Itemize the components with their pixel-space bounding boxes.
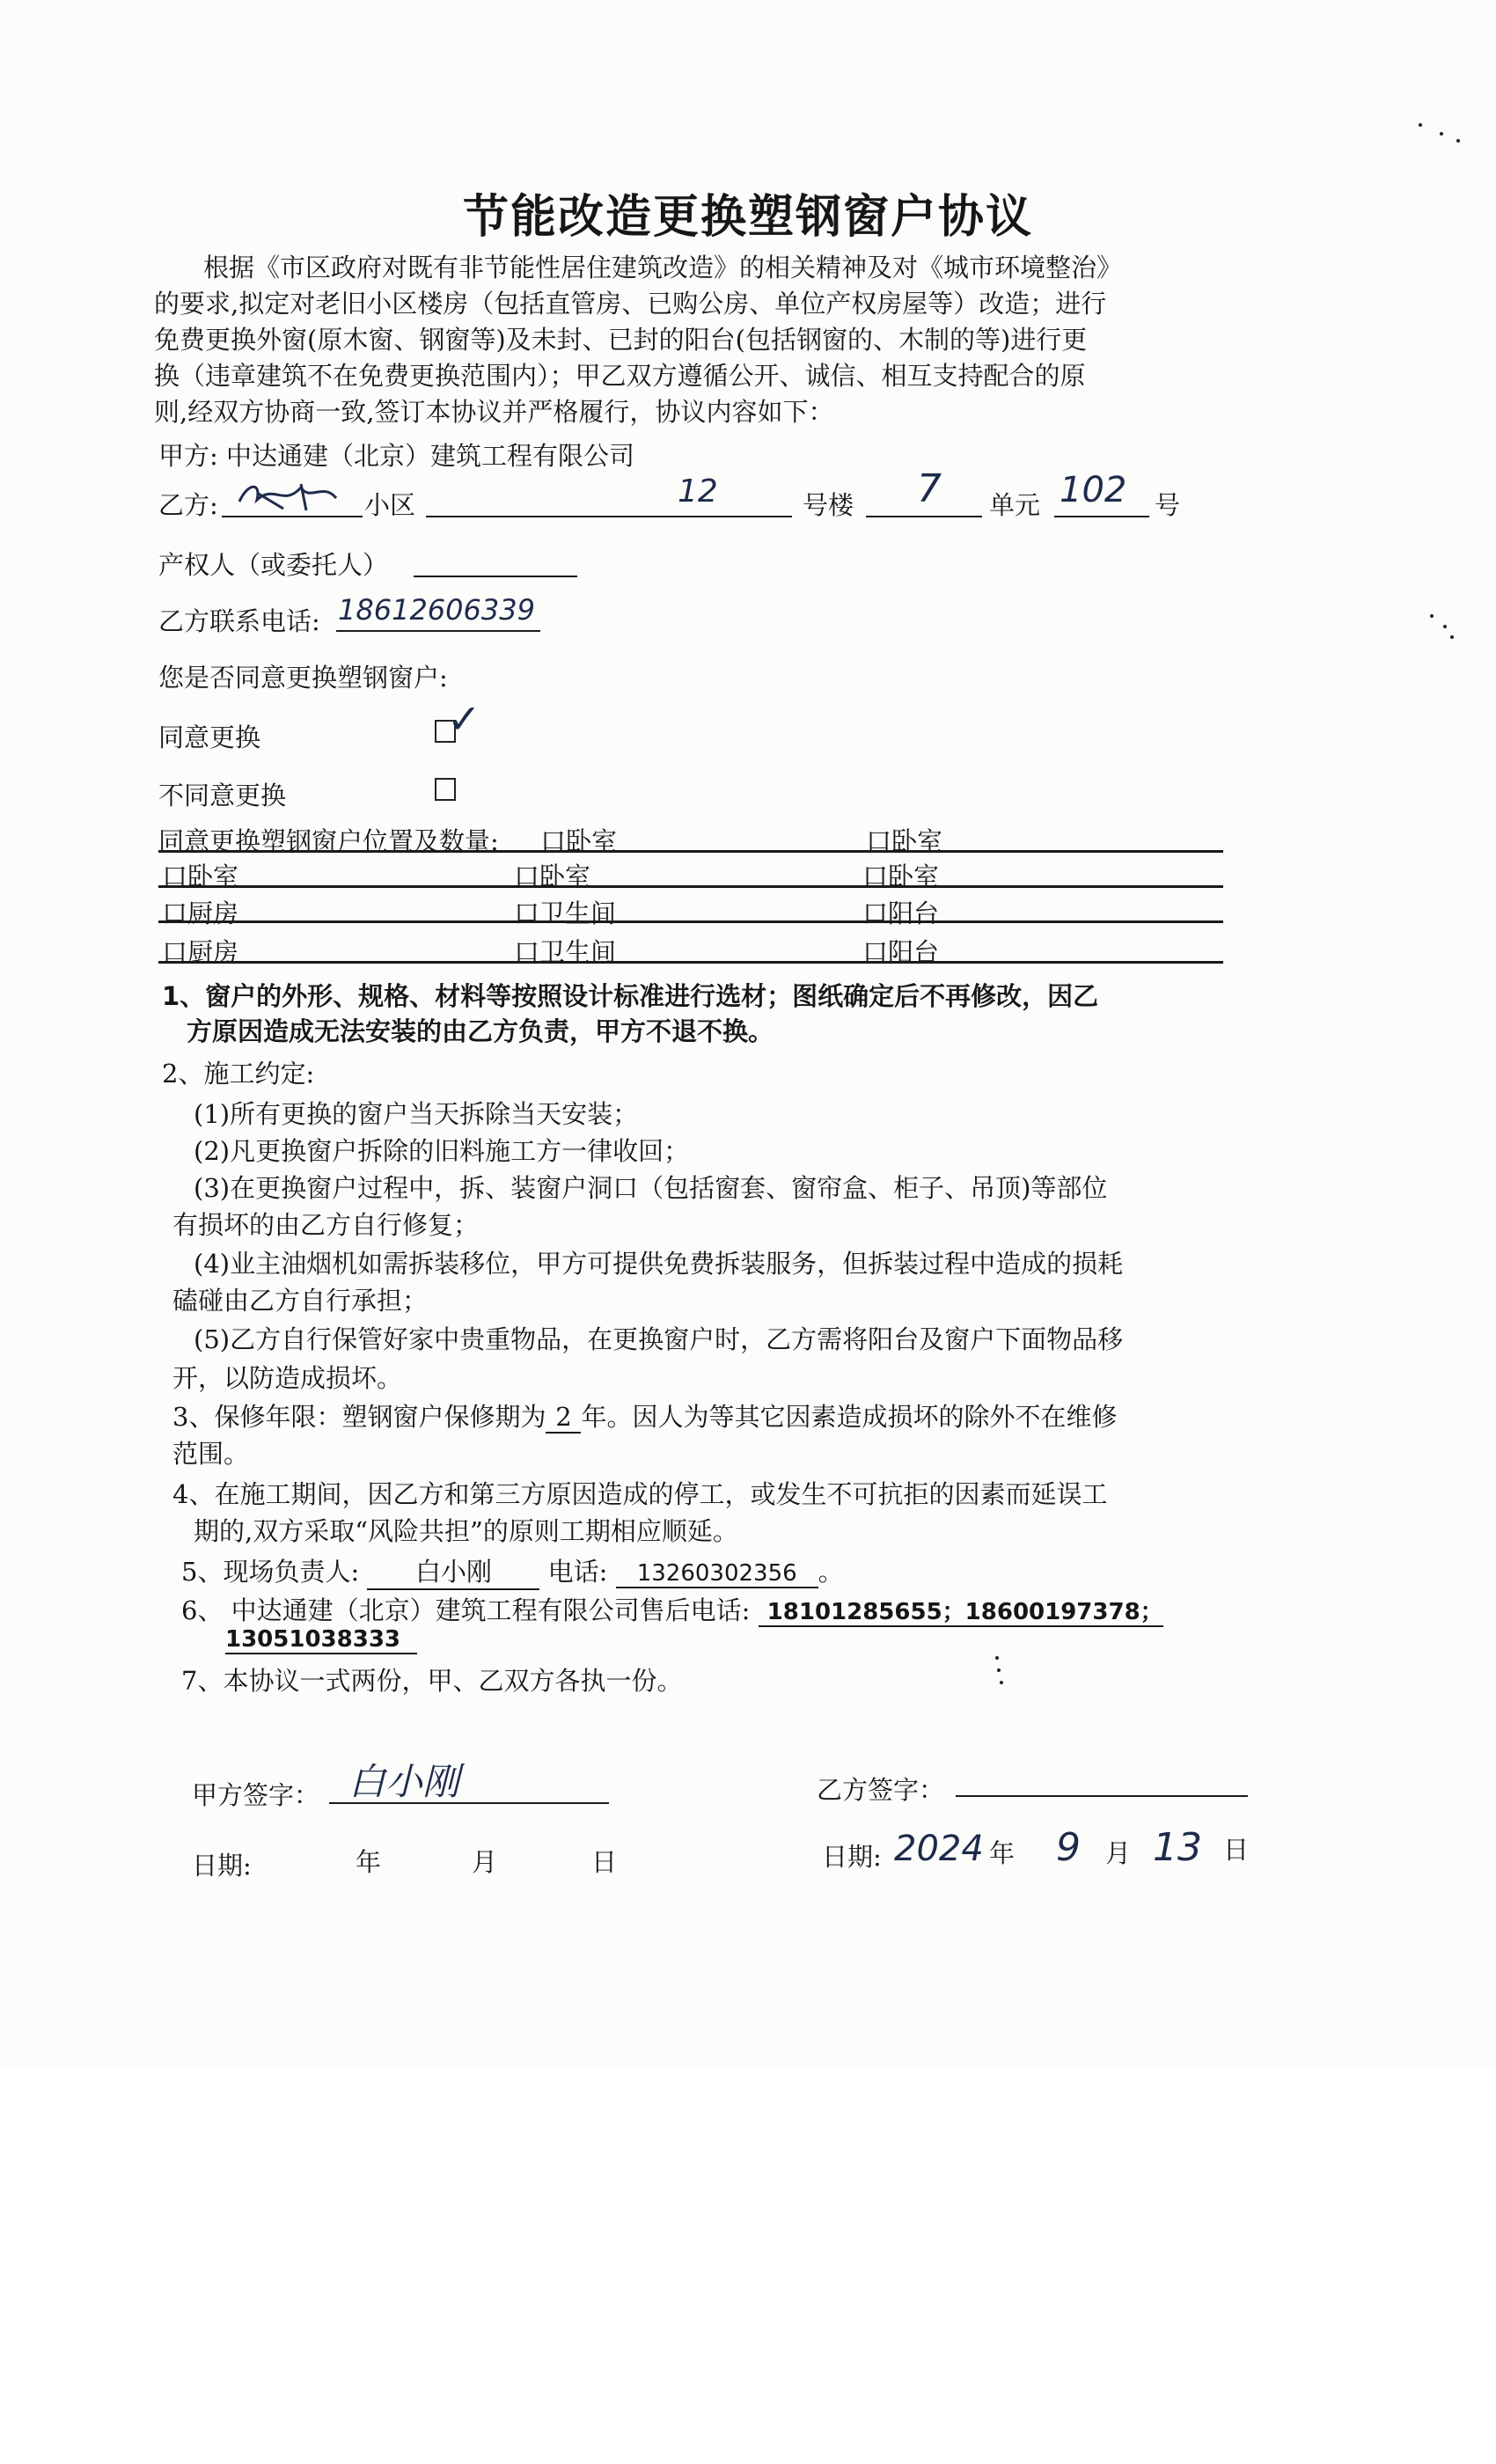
owner-field[interactable] — [414, 576, 577, 577]
district-field[interactable] — [426, 516, 792, 517]
after-sales-phones: 18101285655；18600197378； — [759, 1599, 1163, 1627]
room-option[interactable]: 口卫生间 — [514, 898, 617, 928]
grid-rule — [158, 885, 1223, 888]
checkbox-icon — [435, 778, 456, 801]
room-option[interactable]: 口卧室 — [540, 826, 618, 856]
scan-speck — [997, 1668, 1001, 1672]
intro-line: 换（违章建筑不在免费更换范围内）；甲乙双方遵循公开、诚信、相互支持配合的原 — [154, 361, 1086, 391]
date-b-year-value: 2024 — [894, 1829, 984, 1869]
clause-2-item: (1)所有更换的窗户当天拆除当天安装； — [194, 1099, 639, 1129]
room-option[interactable]: 口卧室 — [862, 862, 940, 891]
clause-5-line — [181, 1552, 844, 1590]
building-label: 号楼 — [803, 490, 854, 520]
agree-label: 同意更换 — [158, 722, 261, 752]
room-option[interactable]: 口厨房 — [162, 937, 239, 967]
clause-3-line — [172, 1397, 1117, 1434]
sign-a-label: 甲方签字： — [192, 1780, 320, 1810]
date-b-year: 年 — [989, 1838, 1016, 1868]
clause-2-item: 磕碰由乙方自行承担； — [172, 1286, 429, 1316]
sign-a-value: 白小刚 — [348, 1760, 460, 1803]
clause-3-line2: 范围。 — [172, 1439, 250, 1469]
clause-1-line: 1、窗户的外形、规格、材料等按照设计标准进行选材；图纸确定后不再修改，因乙 — [162, 981, 1099, 1011]
clause-4-line: 期的,双方采取“风险共担”的原则工期相应顺延。 — [194, 1516, 738, 1546]
clause-2-heading: 2、施工约定: — [162, 1059, 315, 1089]
after-sales-label: 6、 中达通建（北京）建筑工程有限公司售后电话: — [181, 1595, 751, 1625]
date-b-month: 月 — [1105, 1838, 1132, 1868]
party-b-handwriting-icon — [222, 475, 363, 516]
intro-paragraph — [154, 250, 1232, 430]
site-manager-name: 白小刚 — [367, 1552, 539, 1590]
clause-7-line: 7、本协议一式两份，甲、乙双方各执一份。 — [181, 1666, 683, 1696]
party-a-row — [158, 436, 634, 473]
date-a-year: 年 — [356, 1847, 382, 1877]
district-label: 小区 — [364, 490, 416, 520]
grid-rule — [158, 920, 1223, 923]
clause-1-line: 方原因造成无法安装的由乙方负责，甲方不退不换。 — [187, 1016, 774, 1046]
date-b-month-value: 9 — [1056, 1825, 1081, 1870]
agree-check-mark: ✓ — [447, 695, 481, 743]
phone-value: 18612606339 — [338, 593, 535, 627]
building-value: 12 — [678, 473, 718, 510]
consent-question: 您是否同意更换塑钢窗户: — [158, 663, 448, 693]
intro-line: 根据《市区政府对既有非节能性居住建筑改造》的相关精神及对《城市环境整治》 — [203, 253, 1123, 282]
clause-5-end: 。 — [818, 1557, 844, 1587]
intro-line: 的要求,拟定对老旧小区楼房（包括直管房、已购公房、单位产权房屋等）改造；进行 — [154, 289, 1107, 319]
scan-speck — [1430, 614, 1434, 618]
date-b-label: 日期: — [822, 1842, 882, 1872]
owner-label: 产权人（或委托人） — [158, 550, 389, 580]
after-sales-phone-3: 13051038333 — [225, 1626, 417, 1654]
scan-speck — [1443, 625, 1447, 628]
unit-field[interactable] — [866, 516, 982, 517]
scan-speck — [1000, 1681, 1003, 1684]
unit-value: 7 — [917, 466, 942, 511]
disagree-checkbox[interactable] — [435, 778, 459, 802]
site-phone: 13260302356 — [616, 1560, 818, 1588]
site-manager-label: 5、现场负责人: — [181, 1557, 360, 1587]
party-b-label: 乙方: — [158, 490, 218, 520]
room-option[interactable]: 口卫生间 — [514, 937, 617, 967]
clause-2-item: 有损坏的由乙方自行修复； — [172, 1210, 480, 1240]
clause-2-item: (3)在更换窗户过程中，拆、装窗户洞口（包括窗套、窗帘盒、柜子、吊顶)等部位 — [194, 1173, 1108, 1203]
date-b-day-value: 13 — [1153, 1825, 1202, 1870]
sign-b-label: 乙方签字： — [817, 1775, 945, 1805]
room-field[interactable] — [1054, 516, 1149, 517]
scan-speck — [1456, 139, 1460, 143]
date-b-day: 日 — [1223, 1835, 1250, 1865]
intro-line: 免费更换外窗(原木窗、钢窗等)及未封、已封的阳台(包括钢窗的、木制的等)进行更 — [154, 325, 1088, 355]
clause-3-suffix: 年。因人为等其它因素造成损坏的除外不在维修 — [581, 1402, 1118, 1432]
disagree-label: 不同意更换 — [158, 781, 287, 810]
date-a-month: 月 — [472, 1847, 498, 1877]
clause-3-prefix: 3、保修年限：塑钢窗户保修期为 — [172, 1402, 546, 1432]
party-a-name: 中达通建（北京）建筑工程有限公司 — [226, 441, 635, 471]
grid-rule — [158, 961, 1223, 964]
room-option[interactable]: 口卧室 — [514, 862, 591, 891]
warranty-years: 2 — [546, 1402, 581, 1434]
location-label: 同意更换塑钢窗户位置及数量: — [158, 826, 499, 856]
date-a-day: 日 — [591, 1847, 618, 1877]
clause-2-item: (5)乙方自行保管好家中贵重物品，在更换窗户时，乙方需将阳台及窗户下面物品移 — [194, 1324, 1124, 1354]
grid-rule — [158, 850, 1223, 853]
party-a-label: 甲方: — [158, 441, 218, 471]
clause-4-line: 4、在施工期间，因乙方和第三方原因造成的停工，或发生不可抗拒的因素而延误工 — [172, 1479, 1108, 1509]
intro-line: 则,经双方协商一致,签订本协议并严格履行，协议内容如下： — [154, 397, 834, 427]
party-b-signature-field[interactable] — [222, 475, 363, 516]
room-option[interactable]: 口卧室 — [866, 826, 943, 856]
scan-speck — [1419, 123, 1422, 127]
room-option[interactable]: 口阳台 — [862, 937, 940, 967]
room-value: 102 — [1060, 470, 1127, 510]
phone-field-line — [336, 630, 540, 632]
phone-label: 乙方联系电话: — [158, 606, 320, 636]
unit-label: 单元 — [989, 490, 1041, 520]
clause-2-item: (4)业主油烟机如需拆装移位，甲方可提供免费拆装服务，但拆装过程中造成的损耗 — [194, 1249, 1124, 1279]
sign-a-field[interactable] — [329, 1802, 609, 1804]
date-a-label: 日期: — [192, 1851, 252, 1881]
document-title: 节能改造更换塑钢窗户协议 — [462, 191, 1033, 244]
scan-speck — [995, 1656, 999, 1660]
room-option[interactable]: 口厨房 — [162, 898, 239, 928]
clause-2-item: (2)凡更换窗户拆除的旧料施工方一律收回； — [194, 1136, 690, 1166]
room-option[interactable]: 口卧室 — [162, 862, 239, 891]
room-label: 号 — [1155, 490, 1181, 520]
room-option[interactable]: 口阳台 — [862, 898, 940, 928]
clause-6-line — [181, 1591, 1163, 1627]
party-b-name-line — [222, 516, 363, 517]
scan-speck — [1440, 132, 1443, 136]
sign-b-field[interactable] — [956, 1795, 1248, 1797]
clause-2-item: 开，以防造成损坏。 — [172, 1363, 403, 1393]
scan-speck — [1450, 635, 1454, 639]
site-phone-label: 电话: — [547, 1557, 608, 1587]
